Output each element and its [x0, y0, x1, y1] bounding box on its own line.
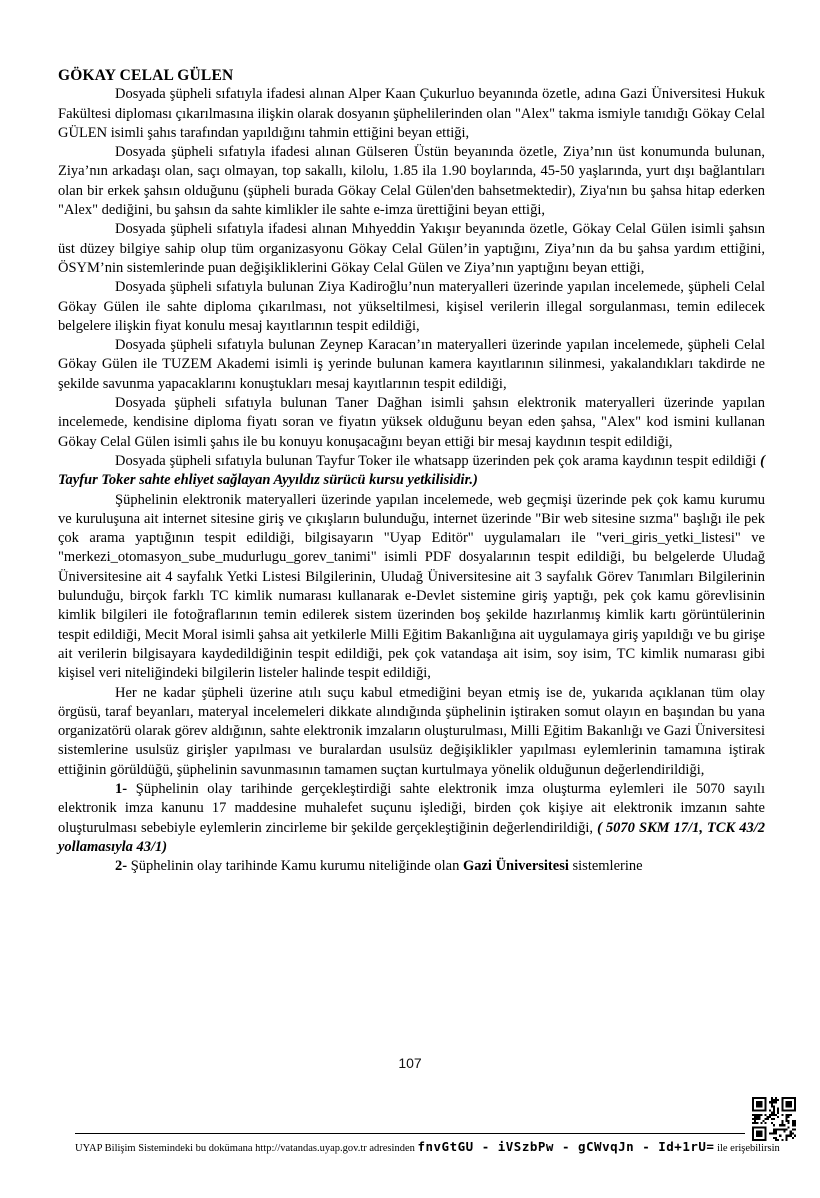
paragraph [58, 394, 765, 452]
text-run: 1- [115, 780, 128, 797]
document-body [58, 66, 765, 876]
paragraph [58, 780, 765, 857]
text-run: Dosyada şüpheli sıfatıyla bulunan Taner Dağhan isimli şahsın elektronik materyalleri üzerinde yapılan incelemede, kendisine diploma fiyatı soran ve fiyatın yüksek olduğunu beyan eden şahsa, "Alex" kod ismini kullanan Gökay Celal Gülen isimli şahıs ile bu konuyu konuşacağını beyan ettiği bir mesaj kaydının tespit edildiği, [58, 395, 765, 450]
text-run: Gazi Üniversitesi [462, 858, 569, 875]
text-run: 2- [115, 858, 128, 875]
paragraph [58, 857, 765, 876]
text-run: Dosyada şüpheli sıfatıyla bulunan Zeynep Karacan’ın materyalleri üzerinde yapılan incelemede, şüpheli Celal Gökay Gülen ile TUZEM Akademi isimli iş yerinde bulunan kamera kayıtlarının silinmesi, yakalandıkları takdirde ne şekilde savunma yapacaklarını konuştukları mesaj kayıtlarının tespit edildiği, [58, 337, 765, 392]
paragraph [58, 336, 765, 394]
text-run: Dosyada şüpheli sıfatıyla ifadesi alınan Gülseren Üstün beyanında özetle, Ziya’nın üst konumunda bulunan, Ziya’nın arkadaşı olan, saçı olmayan, top sakallı, kilolu, 1.85 ila 1.90 boylarında, 45-50 yaşlarında, yurt dışı bağlantıları olan bir erkek şahsın olduğunu (şüpheli burada Gökay Celal Gülen'den bahsetmektedir), Ziya'nın bu şahsa hitap ederken "Alex" dediğini, bu şahsın da sahte kimlikler ile sahte e-imza ürettiğini beyan ettiği, [58, 144, 765, 219]
text-run: Şüphelinin olay tarihinde gerçekleştirdiği sahte elektronik imza oluşturma eylemleri ile 5070 sayılı elektronik imza kanunu 17 maddesine muhalefet suçunu işlediği, birden çok kişiye ait elektronik imzanın sahte oluşturulması sebebiyle eylemlerin zincirleme bir şekilde gerçekleştiğinin değerlendirildiği, [58, 780, 765, 836]
document-title: GÖKAY CELAL GÜLEN [58, 67, 234, 84]
paragraph [58, 220, 765, 278]
text-run: sistemlerine [568, 858, 643, 875]
footer-access-note [75, 1139, 780, 1154]
text-run: Dosyada şüpheli sıfatıyla bulunan Tayfur Toker ile whatsapp üzerinden pek çok arama kaydının tespit edildiği [115, 452, 761, 469]
text-run: Dosyada şüpheli sıfatıyla bulunan Ziya Kadiroğlu’nun materyalleri üzerinde yapılan incelemede, şüpheli Celal Gökay Gülen ile sahte diploma çıkarılması, not yükseltilmesi, kişisel verilerin illegal sorgulanması, temin edilecek belgelere ilişkin fiyat konulu mesaj kayıtlarının tespit edildiği, [58, 279, 765, 334]
text-run: ( 5070 SKM 17/1, TCK 43/2 yollamasıyla 43/1) [58, 819, 766, 855]
page-number: 107 [398, 1055, 422, 1071]
text-run: Dosyada şüpheli sıfatıyla ifadesi alınan Mıhyeddin Yakışır beyanında özetle, Gökay Celal Gülen isimli şahsın üst düzey bilgiye sahip olup tüm organizasyonu Gökay Celal Gülen’in yaptığını, Ziya’nın da bu şahsa yardım ettiğini, ÖSYM’nin sistemlerinde puan değişikliklerini Gökay Celal Gülen ve Ziya’nın yaptığını beyan ettiği, [58, 221, 765, 276]
qr-code-icon [752, 1097, 796, 1141]
paragraph [58, 491, 765, 684]
paragraph [58, 452, 765, 491]
text-run: Şüphelinin olay tarihinde Kamu kurumu niteliğinde olan [127, 858, 463, 875]
text-run: Her ne kadar şüpheli üzerine atılı suçu kabul etmediğini beyan etmiş ise de, yukarıda açıklanan tüm olay örgüsü, taraf beyanları, materyal incelemeleri dikkate alındığında şüphelinin iştiraken somut olayın en başından bu yana organizatörü olarak görev aldığının, sahte elektronik imzaların oluşturulması, Milli Eğitim Bakanlığı ve Gazi Üniversitesi sistemlerine usulsüz girişler yapılması ve buralardan usulsüz değişiklikler yapılması eylemlerinin tamamına iştirak ettiğinin görüldüğü, şüphelinin savunmasının tamamen suçtan kurtulmaya yönelik olduğunun değerlendirildiği, [58, 684, 765, 778]
paragraph [58, 143, 765, 220]
document-access-codes: fnvGtGU - iVSzbPw - gCWvqJn - Id+1rU= [417, 1139, 715, 1154]
paragraph [58, 684, 765, 780]
text-run: Dosyada şüpheli sıfatıyla ifadesi alınan Alper Kaan Çukurluo beyanında özetle, adına Gazi Üniversitesi Hukuk Fakültesi diploması çıkarılmasına ilişkin olarak dosyanın şüphelilerinden olan "Alex" takma ismiyle tanıdığı Gökay Celal GÜLEN isimli şahıs tarafından yapıldığını tahmin ettiğini beyan ettiği, [58, 86, 765, 141]
text-run: Şüphelinin elektronik materyalleri üzerinde yapılan incelemede, web geçmişi üzerinde pek çok kamu kurumu ve kuruluşuna ait internet sitesine giriş ve çıkışların bulunduğu, internet üzerinde "Bir web sitesine sızma" başlığı ile pek çok arama yaptığının tespit edildiği, bilgisayarın "Uyap Editör" uygulamaları ile "veri_giris_yetki_listesi" ve "merkezi_otomasyon_sube_mudurlugu_gorev_tanimi" isimli PDF dosyalarının tespit edildiği, bu belgelerde Uludağ Üniversitesine ait 4 sayfalık Yetki Listesi Bilgilerinin, Uludağ Üniversitesine ait 3 sayfalık Görev Tanımları Bilgilerinin bulunduğu, birçok farklı TC kimlik numarası kullanarak e-Devlet sistemine giriş yaptığı, pek çok kamu görevlisinin kimlik bilgileri ile fotoğraflarının temin edilerek sistem üzerinden boş şekilde hazırlanmış kimlik kartı görüntülerinin tespit edildiği, Mecit Moral isimli şahsa ait yetkilerle Milli Eğitim Bakanlığına ait uygulamaya giriş yapıldığı ve bu girişe ait verilerin bilgisayara kaydedildiğinin tespit edildiği, pek çok vatandaşa ait isim, soy isim, TC kimlik numarası gibi kişisel veri niteliğindeki bilgilerin listeler halinde tespit edildiği, [58, 491, 765, 682]
footer-suffix-text: ile erişebilirsin [717, 1143, 780, 1154]
text-run: ( Tayfur Toker sahte ehliyet sağlayan Ayyıldız sürücü kursu yetkilisidir.) [58, 452, 765, 489]
footer-divider [75, 1133, 745, 1134]
paragraph [58, 278, 765, 336]
paragraph [58, 85, 765, 143]
paragraph-list [58, 85, 765, 876]
footer-prefix-text: UYAP Bilişim Sistemindeki bu dokümana http://vatandas.uyap.gov.tr adresinden [75, 1143, 415, 1154]
